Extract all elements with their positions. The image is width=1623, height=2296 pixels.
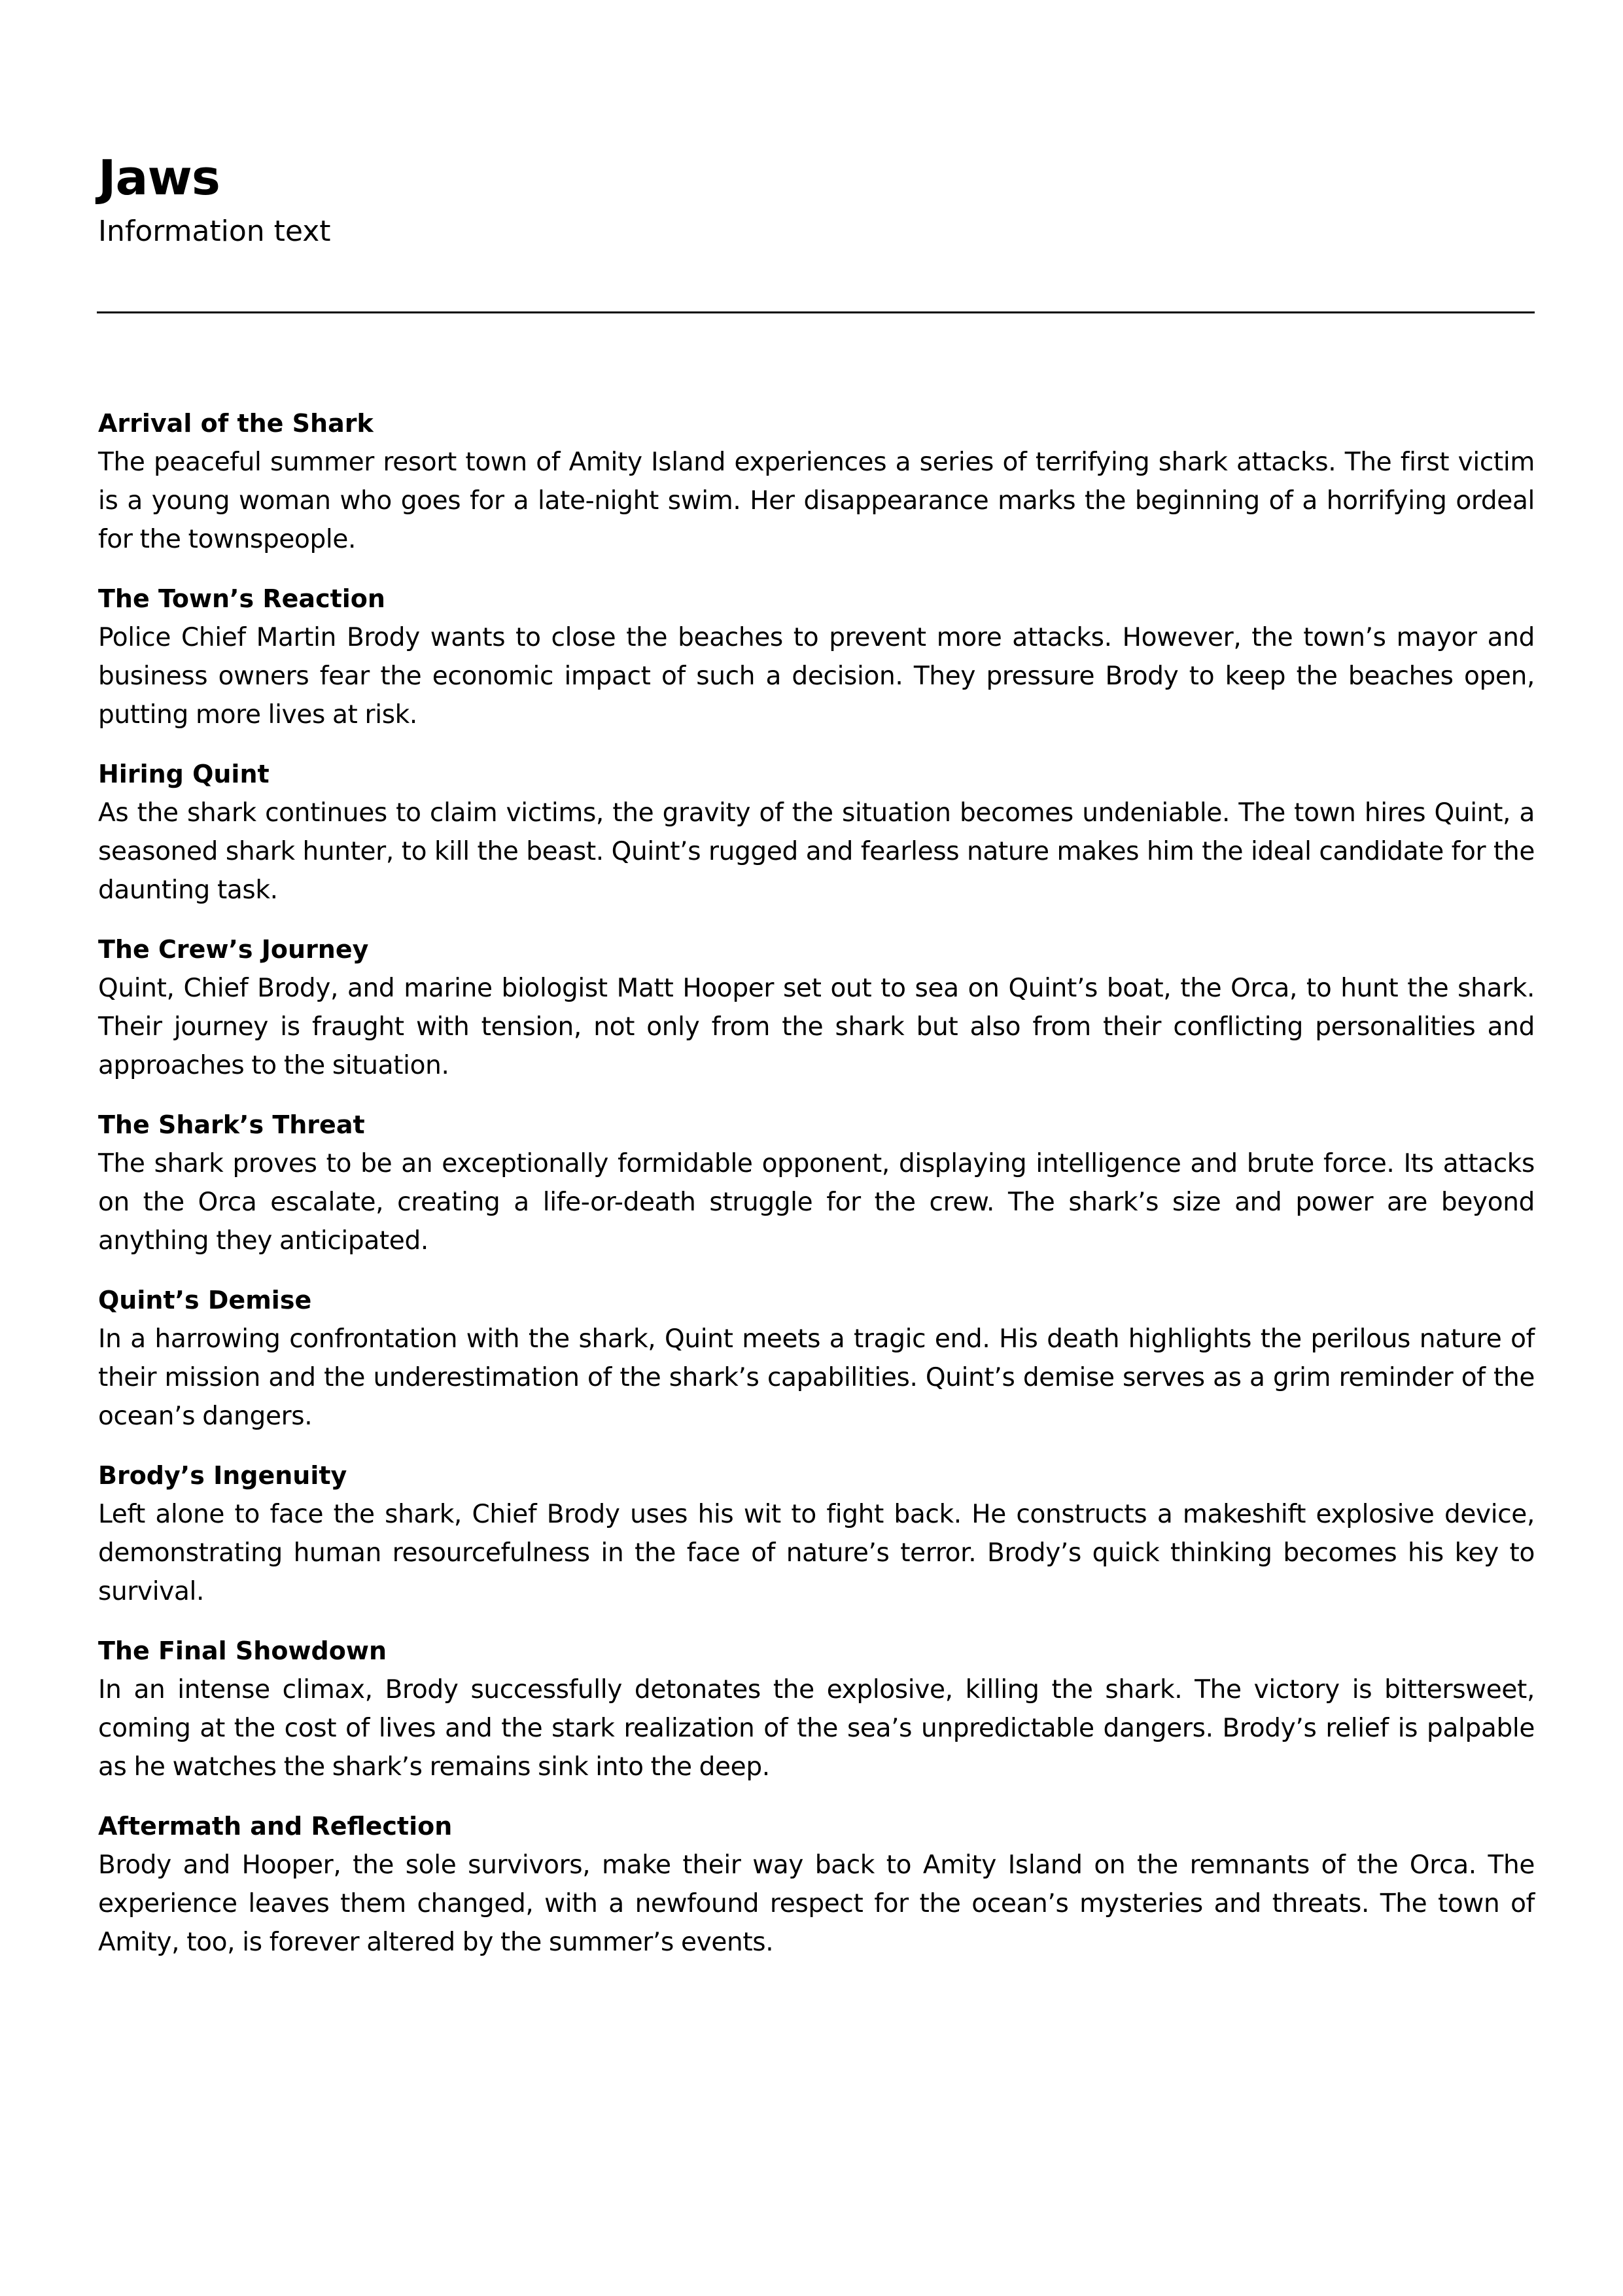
section-quints-demise (98, 1281, 1535, 1436)
section-heading: The Crew’s Journey (98, 935, 369, 964)
section-paragraph: Brody and Hooper, the sole survivors, make their way back to Amity Island on the remnants of the Orca. The experience leaves them changed, with a newfound respect for the ocean’s mysteries and threats. The town of Amity, too, is forever altered by the summer’s events. (98, 1850, 1535, 1957)
section-the-sharks-threat (98, 1106, 1535, 1260)
section-heading: Hiring Quint (98, 760, 270, 788)
section-the-final-showdown (98, 1632, 1535, 1786)
document-body (98, 404, 1535, 1983)
section-heading: Quint’s Demise (98, 1286, 312, 1315)
section-paragraph: The peaceful summer resort town of Amity Island experiences a series of terrifying shark attacks. The first victim is a young woman who goes for a late-night swim. Her disappearance marks the beginning of a horrifying ordeal for the townspeople. (98, 448, 1535, 554)
section-brodys-ingenuity (98, 1457, 1535, 1611)
section-heading: The Final Showdown (98, 1636, 387, 1665)
section-paragraph: In an intense climax, Brody successfully detonates the explosive, killing the shark. The victory is bittersweet, coming at the cost of lives and the stark realization of the sea’s unpredictable dangers. Brody’s relief is palpable as he watches the shark’s remains sink into the deep. (98, 1675, 1535, 1782)
section-paragraph: Left alone to face the shark, Chief Brody uses his wit to fight back. He constructs a makeshift explosive device, demonstrating human resourcefulness in the face of nature’s terror. Brody’s quick thinking becomes his key to survival. (98, 1500, 1535, 1606)
section-heading: The Town’s Reaction (98, 584, 385, 613)
section-heading: Arrival of the Shark (98, 409, 374, 438)
section-aftermath-and-reflection (98, 1807, 1535, 1962)
section-paragraph: Police Chief Martin Brody wants to close the beaches to prevent more attacks. However, the town’s mayor and business owners fear the economic impact of such a decision. They pressure Brody to keep the beaches open, putting more lives at risk. (98, 623, 1535, 730)
section-paragraph: As the shark continues to claim victims, the gravity of the situation becomes undeniable. The town hires Quint, a seasoned shark hunter, to kill the beast. Quint’s rugged and fearless nature makes him the ideal candidate for the daunting task. (98, 798, 1535, 905)
section-the-towns-reaction (98, 580, 1535, 734)
section-paragraph: Quint, Chief Brody, and marine biologist Matt Hooper set out to sea on Quint’s boat, the Orca, to hunt the shark. Their journey is fraught with tension, not only from the shark but also from their conflicting personalities and approaches to the situation. (98, 974, 1535, 1080)
section-hiring-quint (98, 755, 1535, 910)
section-paragraph: In a harrowing confrontation with the shark, Quint meets a tragic end. His death highlights the perilous nature of their mission and the underestimation of the shark’s capabilities. Quint’s demise serves as a grim reminder of the ocean’s dangers. (98, 1324, 1535, 1431)
section-paragraph: The shark proves to be an exceptionally formidable opponent, displaying intelligence and brute force. Its attacks on the Orca escalate, creating a life-or-death struggle for the crew. The shark’s size and power are beyond anything they anticipated. (98, 1149, 1535, 1256)
section-heading: Aftermath and Reflection (98, 1812, 453, 1841)
section-the-crews-journey (98, 930, 1535, 1085)
document-title: Jaws (98, 150, 220, 206)
section-heading: Brody’s Ingenuity (98, 1461, 347, 1490)
section-arrival-of-the-shark (98, 404, 1535, 559)
header-divider (97, 311, 1535, 313)
section-heading: The Shark’s Threat (98, 1110, 365, 1139)
document-subtitle: Information text (98, 215, 331, 248)
